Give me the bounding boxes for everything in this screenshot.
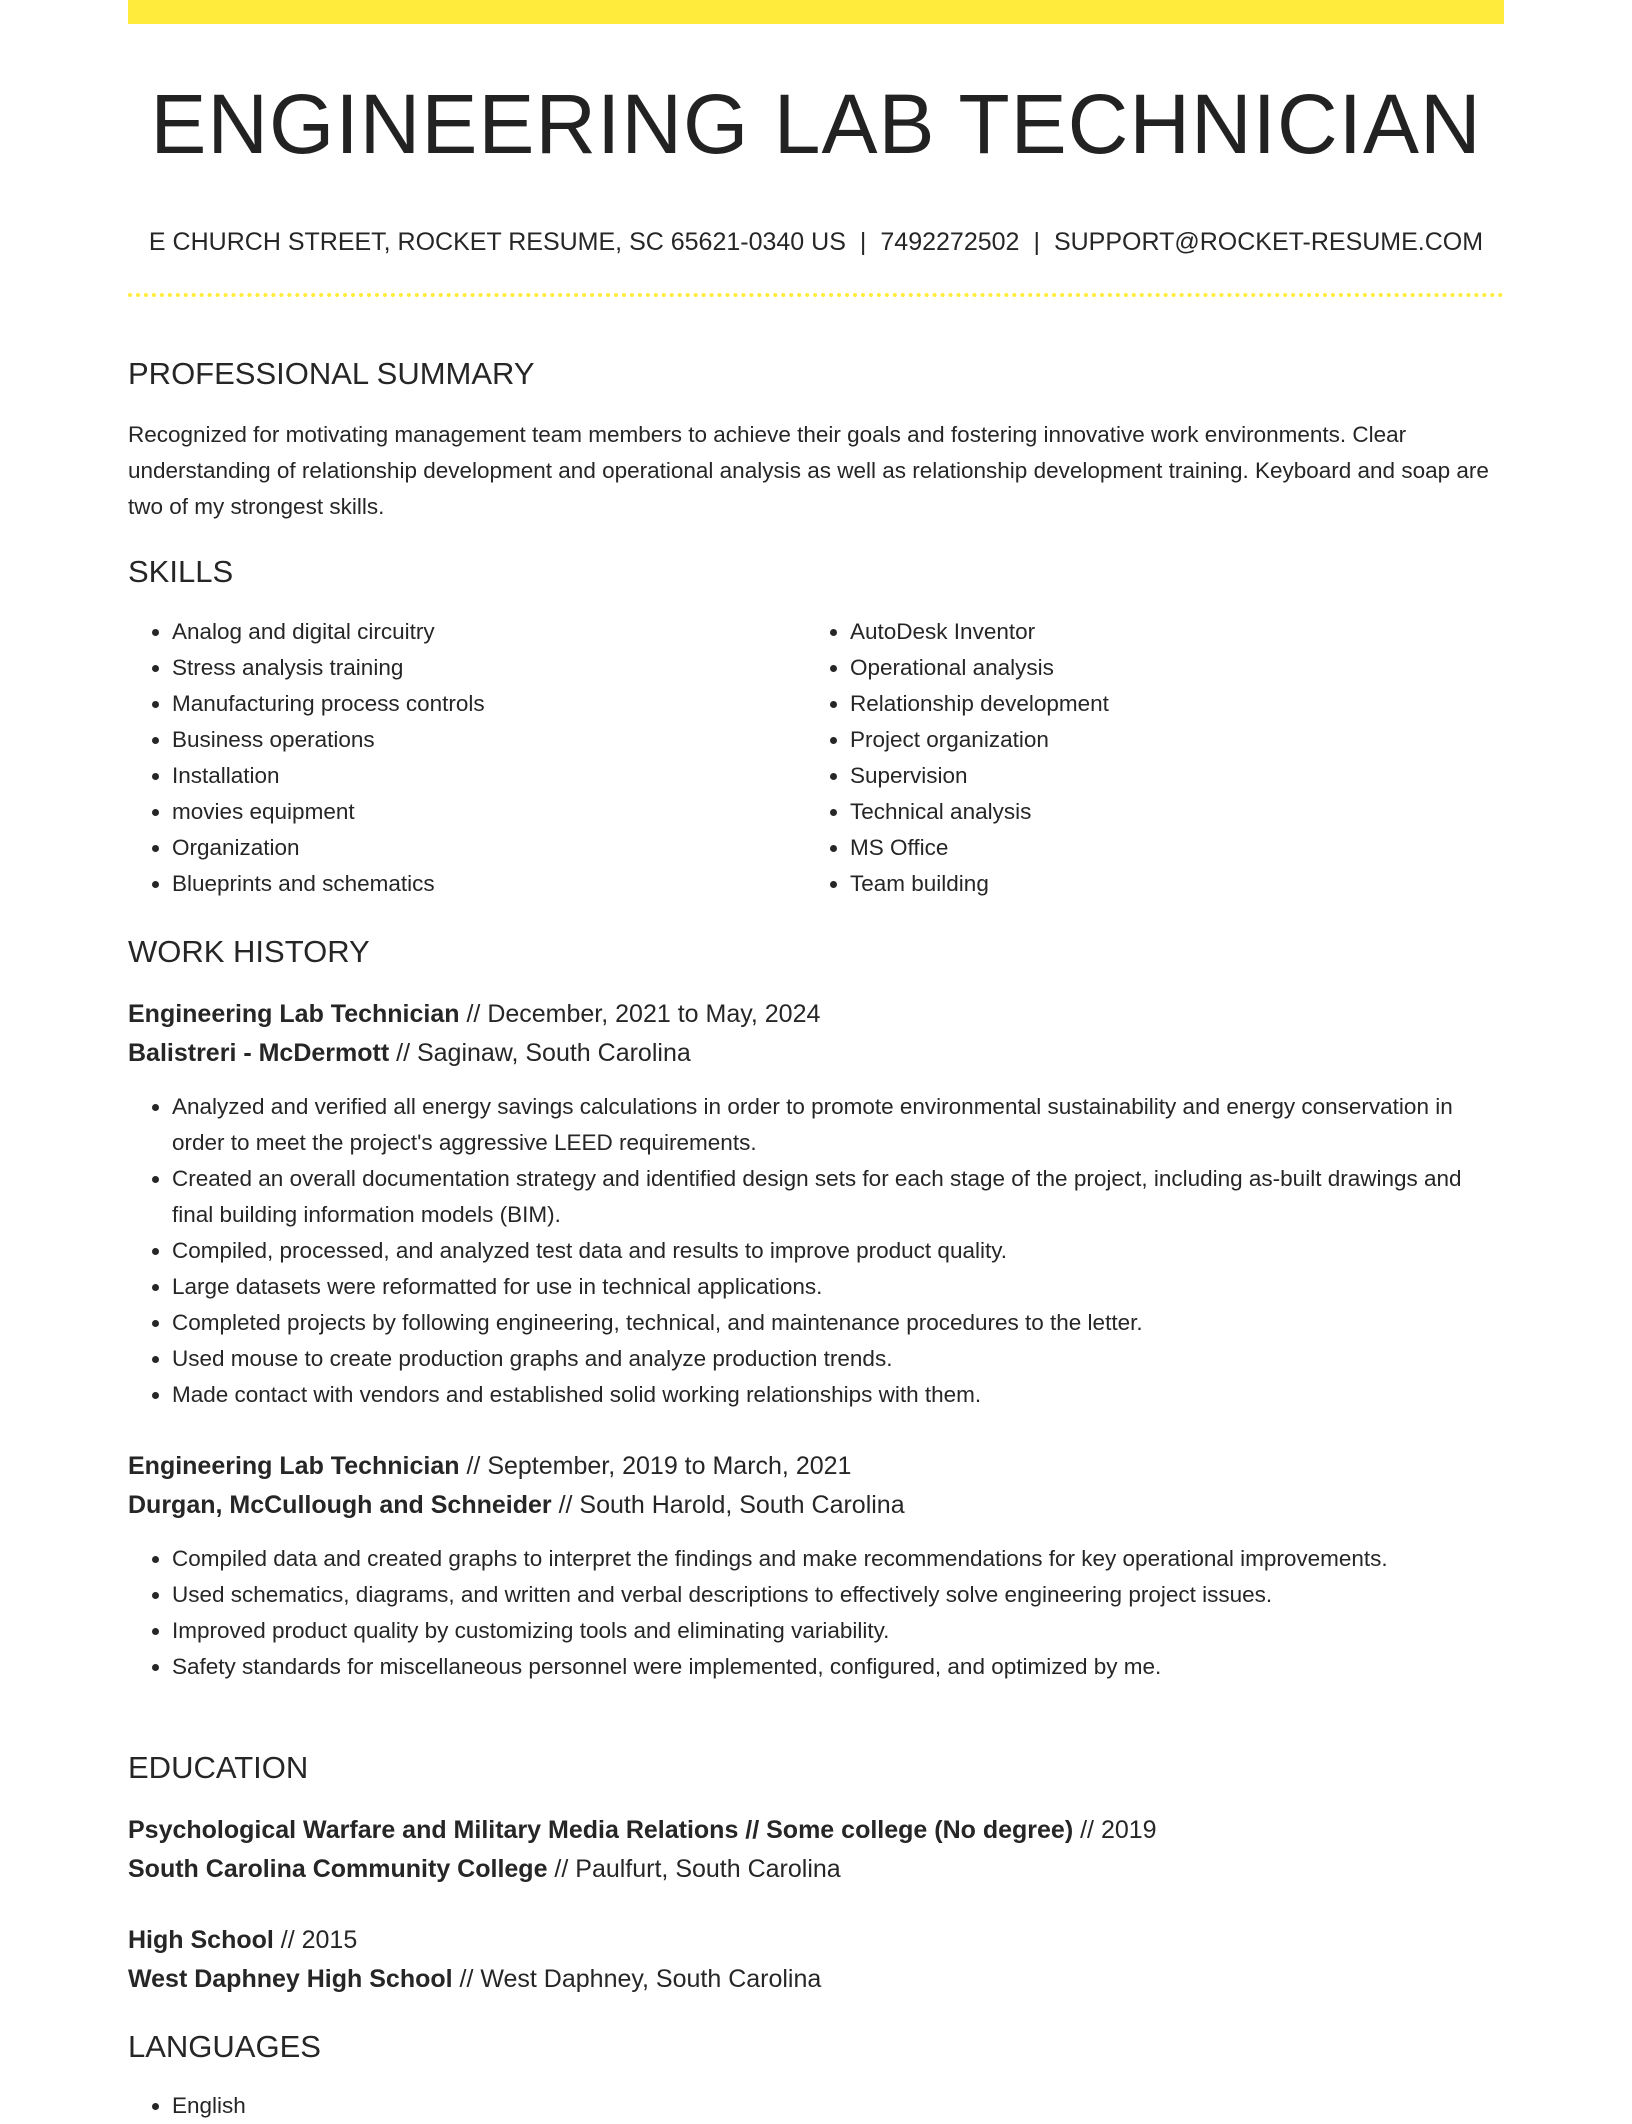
education-degree-line <box>128 1921 821 1960</box>
languages-list <box>128 2088 1504 2124</box>
job-bullet: • Compiled, processed, and analyzed test data and results to improve product quality. <box>172 1233 1504 1269</box>
skills-column-right <box>806 614 1484 902</box>
contact-phone: 7492272502 <box>880 228 1020 256</box>
job-bullet: • Created an overall documentation strategy and identified design sets for each stage of the project, including as-built drawings and final building information models (BIM). <box>172 1161 1504 1233</box>
skill-item: • Organization <box>172 830 806 866</box>
job-bullet: • Compiled data and created graphs to interpret the findings and make recommendations for key operational improvements. <box>172 1541 1504 1577</box>
job-bullet-list <box>128 1089 1504 1413</box>
job-dates: // September, 2019 to March, 2021 <box>459 1452 852 1480</box>
job-title: Engineering Lab Technician <box>128 1000 460 1028</box>
education-entry <box>128 1811 1157 1889</box>
education-location: // West Daphney, South Carolina <box>452 1965 822 1993</box>
contact-line <box>128 230 1504 255</box>
education-school: West Daphney High School <box>128 1965 453 1993</box>
education-degree: Psychological Warfare and Military Media Relations // Some college (No degree) <box>128 1816 1074 1844</box>
education-location: // Paulfurt, South Carolina <box>547 1855 841 1883</box>
skills-block <box>128 614 1504 902</box>
education-degree: High School <box>128 1926 274 1954</box>
resume-page <box>128 0 1504 297</box>
job-bullets <box>128 1541 1504 1685</box>
contact-email: SUPPORT@ROCKET-RESUME.COM <box>1053 228 1484 256</box>
skill-item: • Analog and digital circuitry <box>172 614 806 650</box>
job-bullets <box>128 1089 1504 1413</box>
skill-item: • Supervision <box>850 758 1484 794</box>
education-school: South Carolina Community College <box>128 1855 548 1883</box>
job-bullet: • Improved product quality by customizing tools and eliminating variability. <box>172 1613 1504 1649</box>
section-title-languages: LANGUAGES <box>128 2029 321 2064</box>
skills-column-left <box>128 614 806 902</box>
skill-item: • Team building <box>850 866 1484 902</box>
contact-address: E CHURCH STREET, ROCKET RESUME, SC 65621-0340 US <box>148 228 846 256</box>
job-dates: // December, 2021 to May, 2024 <box>459 1000 821 1028</box>
skill-item: • Blueprints and schematics <box>172 866 806 902</box>
job-bullet-list <box>128 1541 1504 1685</box>
resume-name: ENGINEERING LAB TECHNICIAN <box>150 77 1482 171</box>
job-company: Durgan, McCullough and Schneider <box>128 1491 552 1519</box>
skill-item: • Manufacturing process controls <box>172 686 806 722</box>
skill-item: • Project organization <box>850 722 1484 758</box>
skill-item: • Operational analysis <box>850 650 1484 686</box>
section-title-skills: SKILLS <box>128 554 234 589</box>
contact-separator: | <box>1033 228 1040 256</box>
job-company: Balistreri - McDermott <box>128 1039 390 1067</box>
languages-block <box>128 2088 1504 2124</box>
skills-grid <box>128 614 1504 902</box>
skill-item: • AutoDesk Inventor <box>850 614 1484 650</box>
accent-bar <box>128 0 1504 24</box>
language-item: • English <box>172 2088 1504 2124</box>
job-company-line <box>128 1034 820 1073</box>
education-school-line <box>128 1960 821 1999</box>
job-bullet: • Used mouse to create production graphs and analyze production trends. <box>172 1341 1504 1377</box>
job-header <box>128 995 820 1073</box>
skill-item: • movies equipment <box>172 794 806 830</box>
summary-block <box>128 417 1504 525</box>
job-location: // Saginaw, South Carolina <box>389 1039 691 1067</box>
skill-item: • Business operations <box>172 722 806 758</box>
job-title: Engineering Lab Technician <box>128 1452 460 1480</box>
section-title-work-history: WORK HISTORY <box>128 934 370 969</box>
skill-item: • Relationship development <box>850 686 1484 722</box>
summary-text: Recognized for motivating management team members to achieve their goals and fostering innovative work environments. Clear understanding of relationship development and operational analysis as well as relationship development training. Keyboard and soap are two of my strongest skills. <box>128 422 1489 519</box>
education-entry <box>128 1921 821 1999</box>
skill-item: • Technical analysis <box>850 794 1484 830</box>
education-year: // 2015 <box>273 1926 358 1954</box>
job-company-line <box>128 1486 905 1525</box>
job-title-line <box>128 1447 905 1486</box>
skill-item: • Installation <box>172 758 806 794</box>
education-school-line <box>128 1850 1157 1889</box>
skill-item: • Stress analysis training <box>172 650 806 686</box>
education-year: // 2019 <box>1073 1816 1157 1844</box>
skills-list-left <box>128 614 806 902</box>
job-bullet: • Safety standards for miscellaneous personnel were implemented, configured, and optimized by me. <box>172 1649 1504 1685</box>
job-bullet: • Completed projects by following engineering, technical, and maintenance procedures to the letter. <box>172 1305 1504 1341</box>
job-header <box>128 1447 905 1525</box>
section-title-education: EDUCATION <box>128 1750 309 1785</box>
education-degree-line <box>128 1811 1157 1850</box>
dotted-divider <box>128 293 1504 297</box>
job-title-line <box>128 995 820 1034</box>
job-bullet: • Used schematics, diagrams, and written and verbal descriptions to effectively solve engineering project issues. <box>172 1577 1504 1613</box>
contact-separator: | <box>859 228 867 256</box>
section-title-summary: PROFESSIONAL SUMMARY <box>128 356 535 391</box>
job-bullet: • Made contact with vendors and established solid working relationships with them. <box>172 1377 1504 1413</box>
skills-list-right <box>806 614 1484 902</box>
job-location: // South Harold, South Carolina <box>551 1491 905 1519</box>
job-bullet: • Large datasets were reformatted for use in technical applications. <box>172 1269 1504 1305</box>
job-bullet: • Analyzed and verified all energy savings calculations in order to promote environmental sustainability and energy conservation in order to meet the project's aggressive LEED requirements. <box>172 1089 1504 1161</box>
skill-item: • MS Office <box>850 830 1484 866</box>
